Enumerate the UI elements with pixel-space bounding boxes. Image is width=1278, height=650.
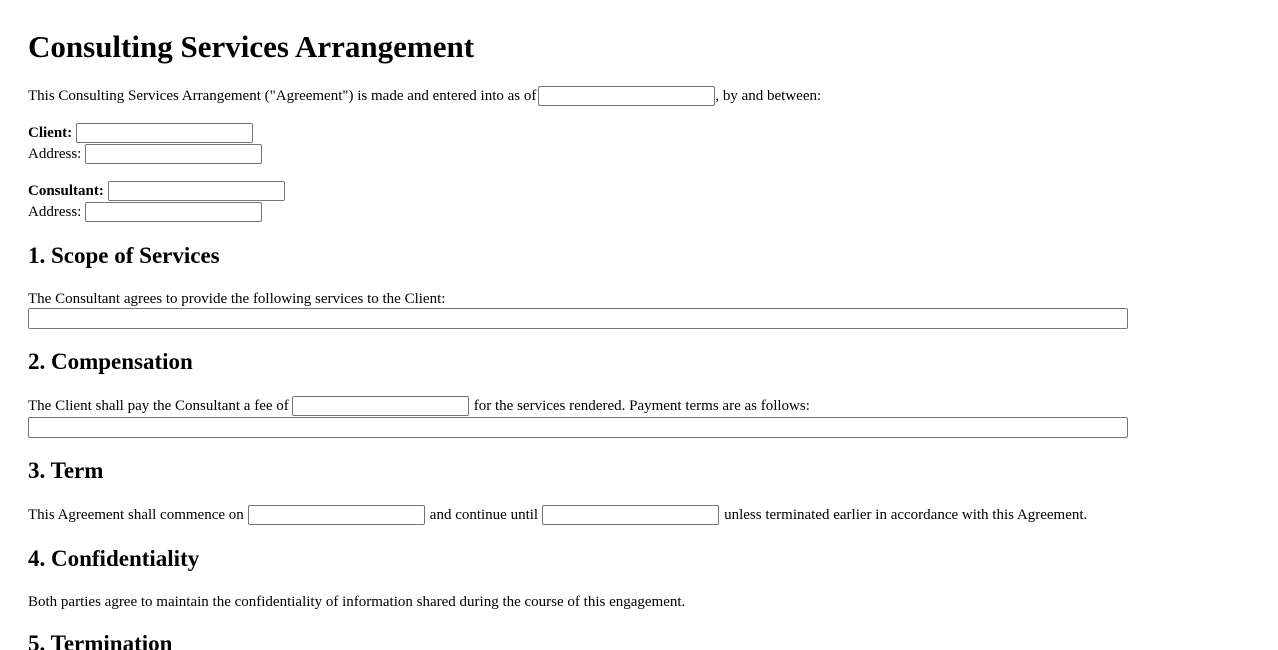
term-text: This Agreement shall commence on <box>28 507 244 523</box>
compensation-text: The Client shall pay the Consultant a fee of <box>28 398 289 414</box>
termination-heading: 5. Termination <box>28 631 173 650</box>
fee-input[interactable] <box>292 396 469 416</box>
document-title: Consulting Services Arrangement <box>28 29 475 64</box>
term-heading: 3. Term <box>28 458 104 483</box>
confidentiality-text: Both parties agree to maintain the confidentiality of information shared during the course of this engagement. <box>28 594 686 610</box>
scope-text <box>28 289 445 309</box>
start-date-input[interactable] <box>248 505 425 525</box>
agreement-date-input[interactable] <box>538 86 715 106</box>
term-text-after: unless terminated earlier in accordance with this Agreement. <box>724 507 1088 523</box>
consultant-label: Consultant: <box>28 183 104 199</box>
compensation-heading: 2. Compensation <box>28 349 193 374</box>
consultant-line <box>28 181 285 201</box>
intro-text: This Consulting Services Arrangement ("Agreement") is made and entered into as of <box>28 88 537 104</box>
scope-description: The Consultant agrees to provide the following services to the Client: <box>28 291 446 307</box>
consultant-address-input[interactable] <box>85 202 262 222</box>
client-address-label: Address: <box>28 146 82 162</box>
term-line <box>28 505 1087 525</box>
compensation-line <box>28 396 810 416</box>
intro-text-after: , by and between: <box>715 88 822 104</box>
client-address-line <box>28 144 262 164</box>
term-text-middle: and continue until <box>429 507 539 523</box>
client-address-input[interactable] <box>85 144 262 164</box>
scope-heading: 1. Scope of Services <box>28 243 220 268</box>
consultant-address-line <box>28 202 262 222</box>
client-line <box>28 123 253 143</box>
confidentiality-line <box>28 592 685 612</box>
end-date-input[interactable] <box>542 505 719 525</box>
confidentiality-heading: 4. Confidentiality <box>28 546 200 571</box>
consultant-name-input[interactable] <box>108 181 285 201</box>
compensation-text-after: for the services rendered. Payment terms are as follows: <box>473 398 810 414</box>
client-name-input[interactable] <box>76 123 253 143</box>
payment-terms-input[interactable] <box>28 417 1128 438</box>
consultant-address-label: Address: <box>28 204 82 220</box>
services-input[interactable] <box>28 308 1128 329</box>
intro-line <box>28 86 821 106</box>
client-label: Client: <box>28 125 73 141</box>
